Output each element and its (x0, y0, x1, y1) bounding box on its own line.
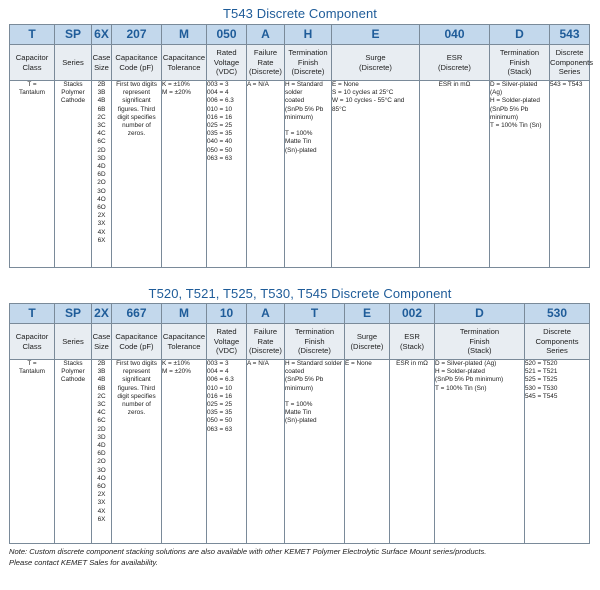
cell-line: Stacks (63, 81, 83, 88)
cell-line: T = 100% Tin (Sn) (435, 384, 487, 392)
cell-line: number of (122, 401, 151, 409)
cell-line: 025 = 25 (207, 122, 233, 130)
header-cell (490, 45, 550, 81)
cell-line: (Stack) (467, 346, 492, 356)
option-cell (92, 81, 112, 268)
cell-line: Polymer (61, 368, 85, 376)
cell-line: Series (62, 57, 84, 67)
header-cell (285, 45, 332, 81)
cell-line: Tantalum (19, 89, 45, 97)
option-cell (247, 81, 285, 268)
cell-line: T = 100% Tin (Sn) (490, 122, 542, 130)
option-cell (332, 81, 420, 268)
option-cell (207, 360, 247, 544)
cell-line: H = Solder-plated (435, 368, 485, 376)
cell-line: 3D (97, 154, 106, 162)
cell-line: (Ag) (490, 89, 503, 97)
header-cell (162, 324, 207, 360)
cell-line: Termination (459, 327, 500, 337)
cell-line: Finish (469, 336, 490, 346)
cell-line: Failure (253, 327, 278, 337)
header-cell (390, 324, 435, 360)
option-cell (10, 360, 55, 544)
cell-line: Size (94, 341, 109, 351)
cell-line: 010 = 10 (207, 384, 233, 392)
header-cell (92, 324, 112, 360)
option-cell (10, 81, 55, 268)
cell-line: 6X (97, 236, 106, 244)
cell-line: M = ±20% (162, 89, 191, 97)
header-cell (207, 324, 247, 360)
cell-line: 003 = 3 (207, 81, 229, 88)
cell-line: ESR in mΩ (438, 81, 471, 88)
option-cell (162, 360, 207, 544)
code-cell: 6X (92, 25, 112, 45)
cell-line: (Sn)-plated (285, 146, 317, 154)
cell-line: 4C (97, 409, 106, 417)
cell-line: Case (92, 332, 111, 341)
cell-line: 035 = 35 (207, 130, 233, 138)
cell-line: Case (92, 53, 111, 62)
cell-line: 6D (97, 450, 106, 458)
cell-line (285, 393, 344, 401)
cell-line: 3X (97, 499, 106, 507)
cell-line: 004 = 4 (207, 368, 229, 376)
cell-line: 2D (97, 146, 106, 154)
header-cell (247, 324, 285, 360)
code-cell: 667 (112, 304, 162, 324)
cell-line: Surge (365, 53, 386, 62)
cell-line: 6O (97, 483, 106, 491)
cell-line: Rate (257, 336, 274, 346)
cell-line: 4O (97, 195, 106, 203)
option-cell (112, 360, 162, 544)
cell-line: 521 = T521 (525, 368, 558, 376)
header-cell (55, 324, 92, 360)
cell-line: 2D (97, 425, 106, 433)
cell-line: Surge (356, 332, 378, 341)
cell-line: Cathode (60, 97, 86, 105)
cell-line: minimum) (285, 113, 314, 121)
cell-line: zeros. (127, 409, 146, 417)
cell-line: solder (285, 89, 303, 97)
cell-line: Capacitance (115, 332, 158, 341)
cell-line: First two digits (116, 360, 157, 367)
cell-line: 006 = 6.3 (207, 97, 234, 105)
cell-line: Discrete (555, 48, 584, 58)
cell-line: Polymer (61, 89, 85, 97)
table1-title: T543 Discrete Component (222, 6, 378, 21)
option-cell (207, 81, 247, 268)
code-cell: A (247, 304, 285, 324)
cell-line: Code (pF) (119, 62, 154, 72)
cell-line: 530 = T530 (525, 384, 558, 392)
cell-line: 4X (97, 228, 106, 236)
code-cell: SP (55, 25, 92, 45)
cell-line: minimum) (285, 384, 314, 392)
cell-line: 040 = 40 (207, 138, 233, 146)
header-cell (550, 45, 594, 81)
table2-title: T520, T521, T525, T530, T545 Discrete Component (148, 286, 452, 301)
cell-line: H = Solder-plated (490, 97, 540, 105)
cell-line: (Stack) (399, 341, 425, 351)
option-cell (247, 360, 285, 544)
header-cell (10, 45, 55, 81)
cell-line: 025 = 25 (207, 401, 233, 409)
code-cell: 040 (420, 25, 490, 45)
cell-line: (Discrete) (359, 62, 392, 72)
cell-line: Capacitor (15, 332, 49, 341)
cell-line: (Stack) (507, 67, 532, 77)
cell-line: (Sn)-plated (285, 417, 317, 425)
cell-line: Rate (257, 57, 274, 67)
option-cell (550, 81, 590, 268)
header-cell (162, 45, 207, 81)
code-cell: H (285, 25, 332, 45)
cell-line: figures. Third (117, 105, 156, 113)
option-cell (525, 360, 590, 544)
cell-line: Class (22, 62, 42, 72)
cell-line: Voltage (213, 57, 240, 67)
cell-line: K = ±10% (162, 81, 190, 88)
cell-line: Matte Tin (285, 138, 312, 146)
cell-line: 543 = T543 (550, 81, 583, 88)
cell-line: Series (546, 346, 568, 356)
cell-line: 2C (97, 113, 106, 121)
options-row (10, 81, 590, 268)
cell-line: (Discrete) (438, 62, 471, 72)
cell-line: Failure (253, 48, 278, 58)
cell-line: 545 = T545 (525, 392, 558, 400)
cell-line: significant (122, 97, 151, 105)
option-cell (55, 81, 92, 268)
cell-line: Class (22, 341, 42, 351)
footnote-line: Note: Custom discrete component stacking solutions are also available with other KEMET Polymer Electrolytic Surface Mount series/products. (9, 547, 487, 556)
cell-line: 035 = 35 (207, 409, 233, 417)
option-cell (112, 81, 162, 268)
cell-line: Rated (216, 327, 237, 337)
cell-line: D = Silver-plated (490, 81, 538, 88)
cell-line: 2B (97, 81, 106, 88)
cell-line: 85°C (332, 105, 347, 113)
cell-line: W = 10 cycles - 55°C and (332, 97, 405, 105)
cell-line: 6B (97, 384, 106, 392)
cell-line: Finish (304, 336, 325, 346)
code-cell: SP (55, 304, 92, 324)
cell-line: (Discrete) (249, 67, 282, 77)
cell-line: ESR (404, 332, 420, 341)
cell-line: Components (550, 57, 594, 67)
cell-line: Tolerance (167, 62, 201, 72)
cell-line: T = 100% (285, 401, 313, 409)
option-cell (55, 360, 92, 544)
cell-line: A = N/A (247, 360, 269, 367)
option-cell (435, 360, 525, 544)
cell-line: (SnPb 5% Pb (285, 105, 324, 113)
cell-line: 063 = 63 (207, 154, 233, 162)
cell-line: Tolerance (167, 341, 201, 351)
cell-line: 063 = 63 (207, 425, 233, 433)
cell-line: Discrete (543, 327, 571, 337)
code-cell: T (285, 304, 345, 324)
header-cell (435, 324, 525, 360)
cell-line: Termination (294, 327, 335, 337)
cell-line: Matte Tin (285, 409, 312, 417)
cell-line: Finish (509, 57, 530, 67)
cell-line: digit specifies (117, 392, 156, 400)
header-cell (285, 324, 345, 360)
header-cell (247, 45, 285, 81)
footnote (9, 546, 594, 568)
option-cell (390, 360, 435, 544)
cell-line: 050 = 50 (207, 417, 233, 425)
cell-line: 3X (97, 220, 106, 228)
header-cell (112, 45, 162, 81)
cell-line: H = Standard (285, 81, 323, 88)
code-cell: T (10, 25, 55, 45)
header-cell (92, 45, 112, 81)
cell-line: 3C (97, 401, 106, 409)
code-cell: A (247, 25, 285, 45)
header-cell (525, 324, 590, 360)
t520-t545-part-number-table (9, 303, 590, 544)
header-cell (55, 45, 92, 81)
cell-line: 4B (97, 376, 106, 384)
code-cell: 10 (207, 304, 247, 324)
cell-line: 2O (97, 179, 106, 187)
cell-line: 2C (97, 392, 106, 400)
option-cell (345, 360, 390, 544)
header-cell (10, 324, 55, 360)
cell-line: represent (123, 368, 150, 376)
cell-line: Stacks (63, 360, 83, 367)
option-cell (92, 360, 112, 544)
cell-line: 2X (97, 212, 106, 220)
cell-line (285, 122, 331, 130)
cell-line: digit specifies (117, 113, 156, 121)
cell-line: S = 10 cycles at 25°C (332, 89, 394, 97)
cell-line: 520 = T520 (525, 360, 558, 367)
cell-line: 6B (97, 105, 106, 113)
cell-line: 003 = 3 (207, 360, 229, 367)
code-cell: D (435, 304, 525, 324)
cell-line: Capacitor (15, 53, 49, 62)
cell-line: Rated (216, 48, 237, 58)
header-cell (207, 45, 247, 81)
header-cell (112, 324, 162, 360)
code-cell: 2X (92, 304, 112, 324)
code-cell: 530 (525, 304, 590, 324)
cell-line: 4O (97, 474, 106, 482)
cell-line: T = (27, 81, 37, 88)
code-cell: E (345, 304, 390, 324)
cell-line: (Discrete) (291, 67, 325, 77)
option-cell (285, 81, 332, 268)
cell-line: Components (535, 336, 579, 346)
header-row (10, 45, 590, 81)
code-cell: M (162, 25, 207, 45)
cell-line: minimum) (490, 113, 519, 121)
cell-line: 4D (97, 163, 106, 171)
cell-line: T = (27, 360, 37, 367)
cell-line: Finish (297, 57, 319, 67)
cell-line: 3C (97, 122, 106, 130)
cell-line: (SnPb 5% Pb (285, 376, 324, 384)
cell-line: 3B (97, 368, 106, 376)
cell-line: ESR (446, 53, 463, 62)
cell-line: 4C (97, 130, 106, 138)
cell-line: 2O (97, 458, 106, 466)
cell-line: coated (285, 97, 305, 105)
cell-line: First two digits (116, 81, 157, 88)
code-cell: E (332, 25, 420, 45)
cell-line: Size (94, 62, 109, 72)
t543-part-number-table (9, 24, 594, 268)
cell-line: (SnPb 5% Pb minimum) (435, 376, 504, 384)
cell-line: Capacitance (162, 332, 206, 341)
code-cell: 207 (112, 25, 162, 45)
code-cell: 543 (550, 25, 590, 45)
cell-line: Cathode (60, 376, 86, 384)
header-cell (420, 45, 490, 81)
cell-line: number of (122, 122, 151, 130)
cell-line: 2B (97, 360, 106, 367)
cell-line: 3B (97, 89, 106, 97)
header-row (10, 324, 590, 360)
code-cell: 050 (207, 25, 247, 45)
cell-line: Code (pF) (119, 341, 154, 351)
cell-line: (VDC) (215, 67, 238, 77)
cell-line: ESR in mΩ (396, 360, 428, 367)
cell-line: 6D (97, 171, 106, 179)
cell-line: T = 100% (285, 130, 313, 138)
cell-line: 6O (97, 204, 106, 212)
cell-line: represent (123, 89, 150, 97)
code-cell: D (490, 25, 550, 45)
cell-line: Voltage (213, 336, 240, 346)
cell-line: 3O (97, 187, 106, 195)
cell-line: 4X (97, 507, 106, 515)
cell-line: E = None (332, 81, 359, 88)
cell-line: (Discrete) (298, 346, 331, 356)
option-cell (490, 81, 550, 268)
option-cell (420, 81, 490, 268)
cell-line: E = None (345, 360, 372, 367)
cell-line: significant (122, 376, 151, 384)
header-cell (332, 45, 420, 81)
cell-line: 050 = 50 (207, 146, 233, 154)
cell-line: (Discrete) (249, 346, 282, 356)
options-row (10, 360, 590, 544)
cell-line: D = Silver-plated (Ag) (435, 360, 497, 367)
cell-line: 6X (97, 515, 106, 523)
cell-line: 006 = 6.3 (207, 376, 234, 384)
cell-line: H = Standard solder coated (285, 360, 343, 376)
cell-line: Series (558, 67, 581, 77)
cell-line: figures. Third (117, 384, 156, 392)
cell-line: 6C (97, 417, 106, 425)
cell-line: 2X (97, 491, 106, 499)
cell-line: 3O (97, 466, 106, 474)
cell-line: Termination (288, 48, 328, 58)
code-cell: M (162, 304, 207, 324)
cell-line: Capacitance (115, 53, 158, 62)
cell-line: 010 = 10 (207, 105, 233, 113)
option-cell (162, 81, 207, 268)
cell-line: Tantalum (19, 368, 45, 376)
cell-line: 016 = 16 (207, 113, 233, 121)
option-cell (285, 360, 345, 544)
cell-line: 6C (97, 138, 106, 146)
cell-line: Series (62, 336, 84, 346)
cell-line: K = ±10% (162, 360, 190, 367)
cell-line: (SnPb 5% Pb (490, 105, 529, 113)
cell-line: 4B (97, 97, 106, 105)
cell-line: M = ±20% (162, 368, 191, 376)
footnote-line: Please contact KEMET Sales for availability. (9, 558, 158, 567)
code-cell: T (10, 304, 55, 324)
cell-line: zeros. (127, 130, 146, 138)
cell-line: (VDC) (215, 346, 238, 356)
cell-line: Capacitance (162, 53, 206, 62)
code-cell: 002 (390, 304, 435, 324)
cell-line: A = N/A (247, 81, 269, 88)
cell-line: Termination (499, 48, 540, 58)
cell-line: 3D (97, 433, 106, 441)
cell-line: 525 = T525 (525, 376, 558, 384)
cell-line: (Discrete) (350, 341, 384, 351)
cell-line: 004 = 4 (207, 89, 229, 97)
cell-line: 016 = 16 (207, 392, 233, 400)
header-cell (345, 324, 390, 360)
cell-line: 4D (97, 442, 106, 450)
